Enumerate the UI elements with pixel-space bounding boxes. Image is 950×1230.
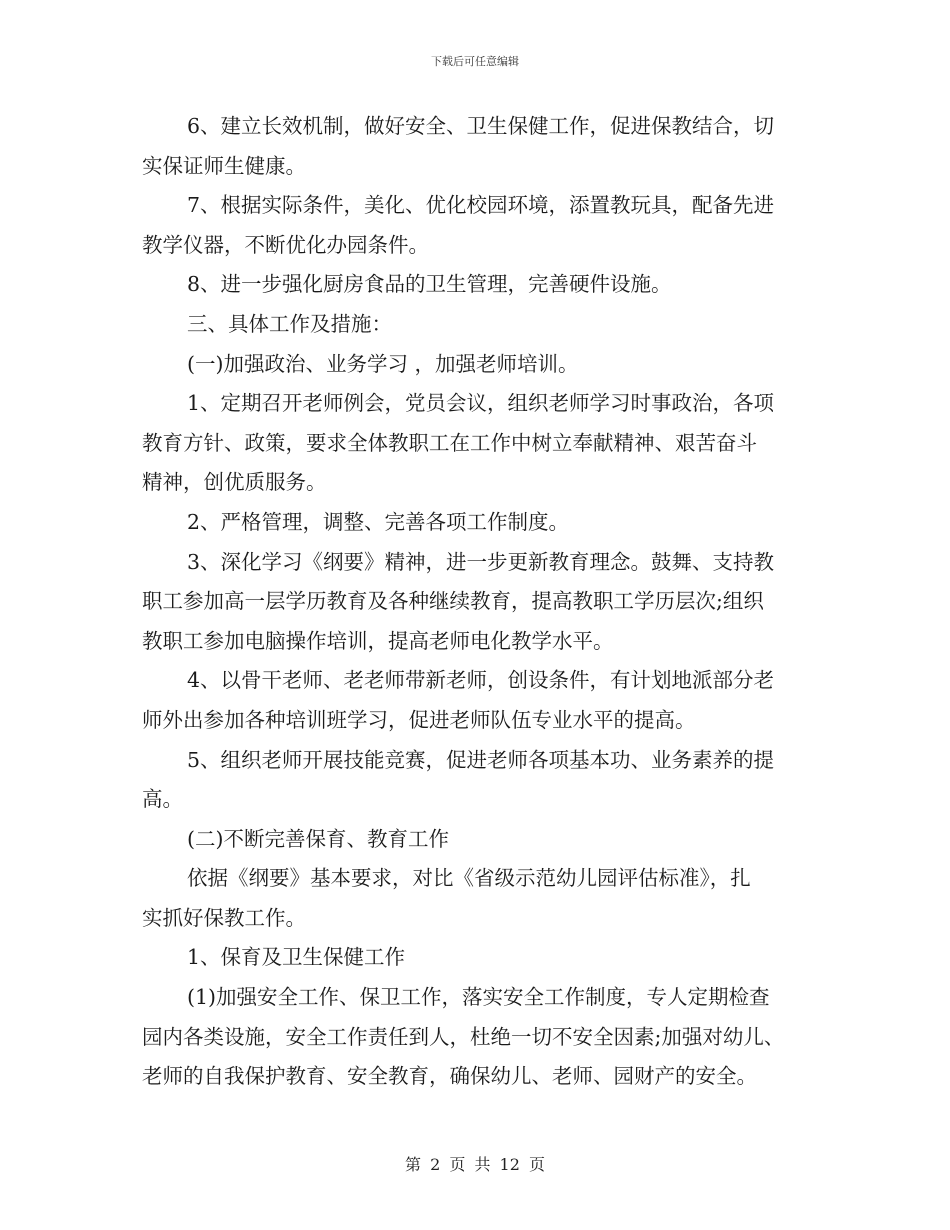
paragraph-line: 3、深化学习《纲要》精神，进一步更新教育理念。鼓舞、支持教 (187, 549, 775, 574)
page-header: 下载后可任意编辑 (431, 55, 519, 68)
paragraph-line: 8、进一步强化厨房食品的卫生管理，完善硬件设施。 (187, 272, 672, 297)
document-body (142, 111, 814, 1101)
paragraph-line: 高。 (142, 787, 183, 812)
paragraph-line: 园内各类设施，安全工作责任到人，杜绝一切不安全因素;加强对幼儿、 (142, 1024, 785, 1049)
paragraph-line: 精神，创优质服务。 (142, 470, 327, 495)
paragraph-line: 2、严格管理，调整、完善各项工作制度。 (187, 509, 570, 534)
paragraph-line: 5、组织老师开展技能竞赛，促进老师各项基本功、业务素养的提 (187, 747, 775, 772)
paragraph-line: 师外出参加各种培训班学习，促进老师队伍专业水平的提高。 (142, 707, 696, 732)
paragraph-line: (1)加强安全工作、保卫工作，落实安全工作制度，专人定期检查 (187, 985, 770, 1010)
paragraph-line: 实抓好保教工作。 (142, 905, 306, 930)
paragraph-line: 依据《纲要》基本要求，对比《省级示范幼儿园评估标准》，扎 (187, 866, 751, 891)
paragraph-line: 1、定期召开老师例会，党员会议，组织老师学习时事政治，各项 (187, 391, 775, 416)
paragraph-line: 职工参加高一层学历教育及各种继续教育，提高教职工学历层次;组织 (142, 589, 764, 614)
section-heading: 三、具体工作及措施： (187, 311, 392, 336)
subsection-heading: (二)不断完善保育、教育工作 (187, 826, 449, 851)
paragraph-line: 老师的自我保护教育、安全教育，确保幼儿、老师、园财产的安全。 (142, 1064, 757, 1089)
paragraph-line: 教学仪器，不断优化办园条件。 (142, 232, 429, 257)
subsection-heading: (一)加强政治、业务学习 ，加强老师培训。 (187, 351, 579, 376)
paragraph-line: 4、以骨干老师、老老师带新老师，创设条件，有计划地派部分老 (187, 668, 775, 693)
paragraph-line: 实保证师生健康。 (142, 153, 306, 178)
subsection-heading: 1、保育及卫生保健工作 (187, 945, 406, 970)
paragraph-line: 教职工参加电脑操作培训，提高老师电化教学水平。 (142, 628, 614, 653)
paragraph-line: 教育方针、政策，要求全体教职工在工作中树立奉献精神、艰苦奋斗 (142, 430, 757, 455)
paragraph-line: 6、建立长效机制，做好安全、卫生保健工作，促进保教结合，切 (187, 114, 775, 138)
page-number: 第 2 页 共 12 页 (405, 1155, 545, 1174)
paragraph-line: 7、根据实际条件，美化、优化校园环境，添置教玩具，配备先进 (187, 193, 775, 218)
